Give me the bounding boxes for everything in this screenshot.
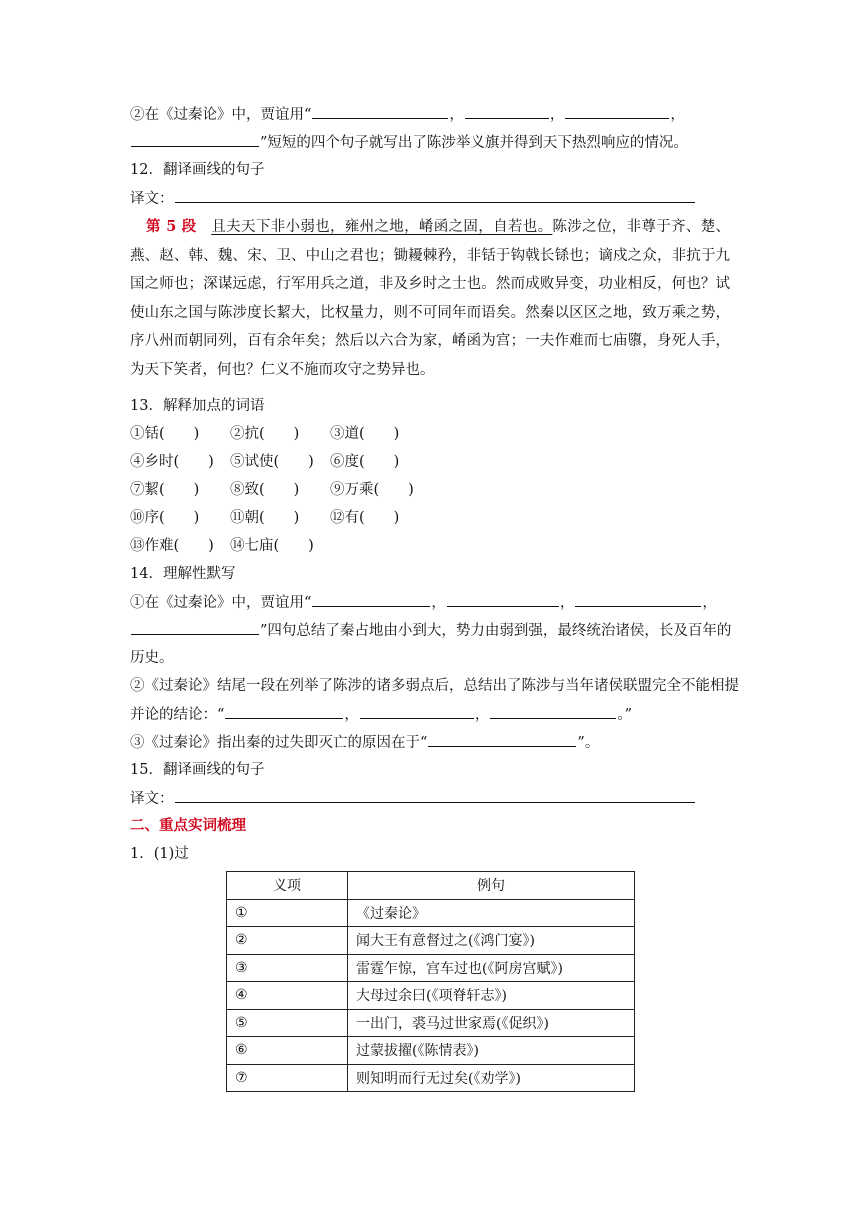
table-row: ④ 大母过余曰(《项脊轩志》) <box>227 982 635 1010</box>
q14-1-line3: 历史。 <box>130 650 174 666</box>
blank[interactable] <box>447 592 559 607</box>
q14-1-line2: ”四句总结了秦占地由小到大，势力由弱到强，最终统治诸侯，长及百年的 <box>130 620 731 641</box>
q11-2-line2: ”短短的四个句子就写出了陈涉举义旗并得到天下热烈响应的情况。 <box>130 132 688 153</box>
blank[interactable] <box>490 704 616 719</box>
blank[interactable] <box>565 104 669 119</box>
answer-blank[interactable] <box>175 188 695 203</box>
underlined-sentence: 且夫天下非小弱也，雍州之地，崤函之固，自若也。 <box>211 219 553 235</box>
item-1-title: 1．(1)过 <box>130 846 189 862</box>
table-row: ⑤ 一出门，裘马过世家焉(《促织》) <box>227 1009 635 1037</box>
passage-paragraph-5 <box>130 213 730 385</box>
q12-answer: 译文： <box>130 188 696 209</box>
q13-row: ①铦( ) ②抗( ) ③道( ) <box>130 426 400 442</box>
table-row: ⑦ 则知明而行无过矣(《劝学》) <box>227 1064 635 1092</box>
q13-row: ⑩序( ) ⑪朝( ) ⑫有( ) <box>130 510 400 526</box>
q14-1-line1: ①在《过秦论》中，贾谊用“ ， ， ， <box>130 592 717 613</box>
q13-title: 13．解释加点的词语 <box>130 398 265 414</box>
paragraph-label: 第 5 段 <box>146 218 197 235</box>
section-heading: 二、重点实词梳理 <box>130 818 246 834</box>
table-row: ③ 雷霆乍惊，宫车过也(《阿房宫赋》) <box>227 954 635 982</box>
q13-row: ⑬作难( ) ⑭七庙( ) <box>130 538 314 554</box>
q15-answer: 译文： <box>130 788 696 809</box>
table-row: ⑥ 过蒙拔擢(《陈情表》) <box>227 1037 635 1065</box>
table-header-row <box>227 872 635 900</box>
q11-2-line1: ②在《过秦论》中，贾谊用“ ， ， ， <box>130 104 685 125</box>
q14-2-line2: 并论的结论：“ ， ， 。” <box>130 704 632 725</box>
header-example: 例句 <box>348 872 635 900</box>
blank[interactable] <box>312 592 430 607</box>
blank[interactable] <box>575 592 701 607</box>
blank[interactable] <box>131 132 259 147</box>
blank[interactable] <box>131 620 259 635</box>
blank[interactable] <box>312 104 448 119</box>
blank[interactable] <box>428 732 576 747</box>
q14-title: 14．理解性默写 <box>130 566 236 582</box>
blank[interactable] <box>225 704 343 719</box>
q12-title: 12．翻译画线的句子 <box>130 162 265 178</box>
answer-blank[interactable] <box>175 788 695 803</box>
q13-row: ④乡时( ) ⑤试使( ) ⑥度( ) <box>130 454 400 470</box>
meaning-table <box>226 871 635 1092</box>
table-row: ① 《过秦论》 <box>227 899 635 927</box>
paragraph-text: 陈涉之位，非尊于齐、楚、燕、赵、韩、魏、宋、卫、中山之君也；锄耰棘矜，非铦于钩戟长铩也；谪戍之众，非抗于九国之师也；深谋远虑，行军用兵之道，非及乡时之士也。然而成败异变，功业相反，何也？试使山东之国与陈涉度长絜大，比权量力，则不可同年而语矣。然秦以区区之地，致万乘之势，序八州而朝同列，百有余年矣；然后以六合为家，崤函为宫；一夫作难而七庙隳，身死人手，为天下笑者，何也？仁义不施而攻守之势异也。 <box>130 219 731 378</box>
q15-title: 15．翻译画线的句子 <box>130 762 265 778</box>
table-row: ② 闻大王有意督过之(《鸿门宴》) <box>227 927 635 955</box>
header-meaning: 义项 <box>227 872 348 900</box>
q14-2-line1: ②《过秦论》结尾一段在列举了陈涉的诸多弱点后，总结出了陈涉与当年诸侯联盟完全不能相提 <box>130 678 739 694</box>
q13-row: ⑦絜( ) ⑧致( ) ⑨万乘( ) <box>130 482 414 498</box>
blank[interactable] <box>465 104 549 119</box>
blank[interactable] <box>360 704 474 719</box>
q14-3: ③《过秦论》指出秦的过失即灭亡的原因在于“ ”。 <box>130 732 599 753</box>
